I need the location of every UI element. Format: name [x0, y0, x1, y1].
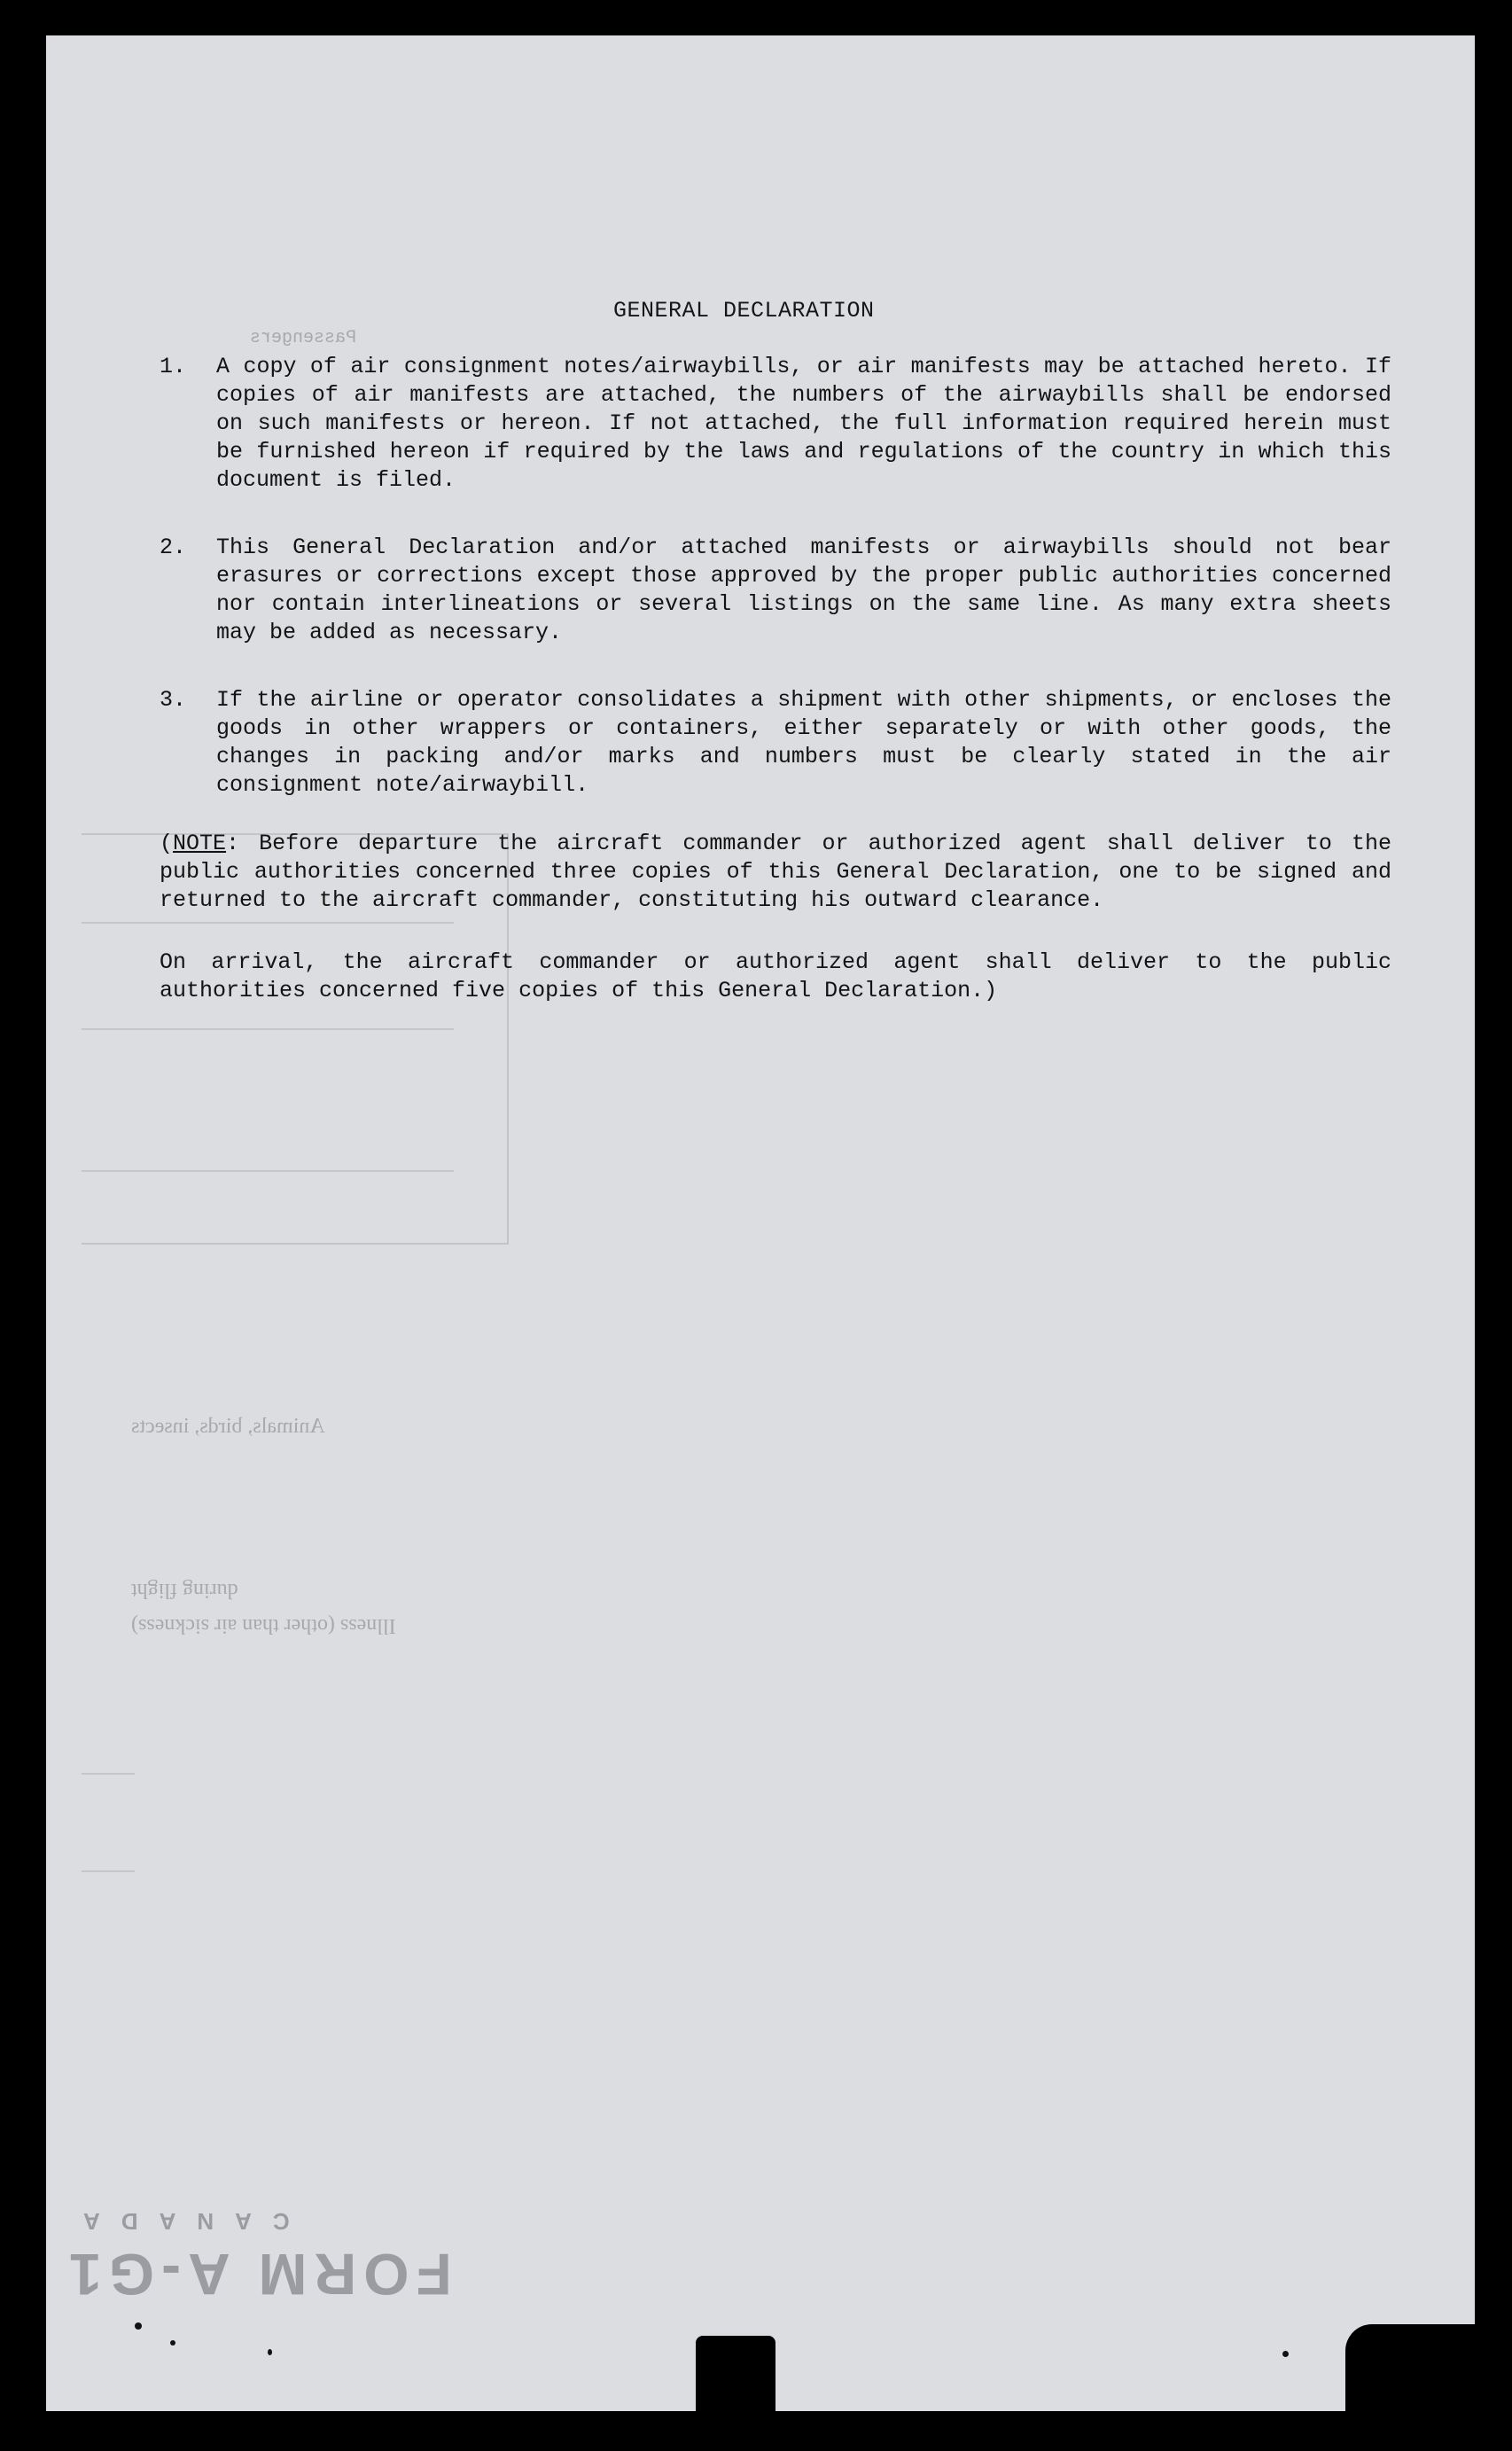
- show-through-during-flight: during flight: [131, 1579, 238, 1602]
- item-text: If the airline or operator consolidates a shipment with other shipments, or encloses the goods in other wrappers or containers, either separately or with other goods, the changes in packing and/or marks and numbers must be clearly stated in the air consignment note/airwaybill.: [216, 687, 1391, 798]
- item-number: 3.: [160, 687, 187, 713]
- document-title: GENERAL DECLARATION: [613, 298, 875, 324]
- show-through-illness: Illness (other than air sickness): [131, 1614, 396, 1637]
- note-departure-text: : Before departure the aircraft commander or authorized agent shall deliver to the public authorities concerned three copies of this General Declaration, one to be signed and returned to the aircraft commander, constituting his outward clearance.: [160, 831, 1391, 913]
- note-arrival: On arrival, the aircraft commander or authorized agent shall deliver to the public authorities concerned five copies of this General Declaration.): [160, 949, 1391, 1003]
- scan-speck: [135, 2322, 142, 2330]
- note-label: NOTE: [173, 831, 227, 856]
- note-section: [160, 830, 1391, 1039]
- document-page: [46, 35, 1475, 2411]
- item-text: A copy of air consignment notes/airwaybills, or air manifests may be attached hereto. If copies of air manifests are attached, the numbers of the airwaybills shall be endorsed on such manifests or hereon. If not attached, the full information required herein must be furnished hereon if required by the laws and regulations of the country in which this document is filed.: [216, 354, 1391, 493]
- show-through-line: [82, 1773, 135, 1775]
- show-through-text: [131, 1578, 238, 1602]
- show-through-passengers: Passengers: [250, 328, 357, 348]
- declaration-items: [160, 353, 1391, 839]
- scan-speck: [1282, 2351, 1289, 2357]
- declaration-item: [160, 686, 1391, 800]
- show-through-form-name: FORM A-G1: [62, 2242, 452, 2307]
- declaration-item: [160, 353, 1391, 495]
- show-through-line: [82, 1170, 454, 1172]
- show-through-text: [131, 1415, 325, 1439]
- declaration-item: [160, 534, 1391, 647]
- item-number: 2.: [160, 535, 187, 560]
- scan-speck: [170, 2340, 175, 2346]
- scan-blot: [1345, 2324, 1477, 2413]
- show-through-country: CANADA: [62, 2208, 290, 2235]
- show-through-line: [82, 1870, 135, 1872]
- note-open-paren: (: [160, 831, 174, 856]
- item-number: 1.: [160, 354, 187, 379]
- scan-speck: [268, 2349, 272, 2355]
- item-text: This General Declaration and/or attached manifests or airwaybills should not bear erasures or corrections except those approved by the proper public authorities concerned nor contain interlineations or several listings on the same line. As many extra sheets may be added as necessary.: [216, 535, 1391, 645]
- show-through-text: [250, 328, 356, 348]
- note-departure: [160, 830, 1391, 915]
- show-through-animals: Animals, birds, insects: [131, 1415, 325, 1438]
- scan-blot: [696, 2336, 775, 2416]
- show-through-text: [131, 1613, 396, 1637]
